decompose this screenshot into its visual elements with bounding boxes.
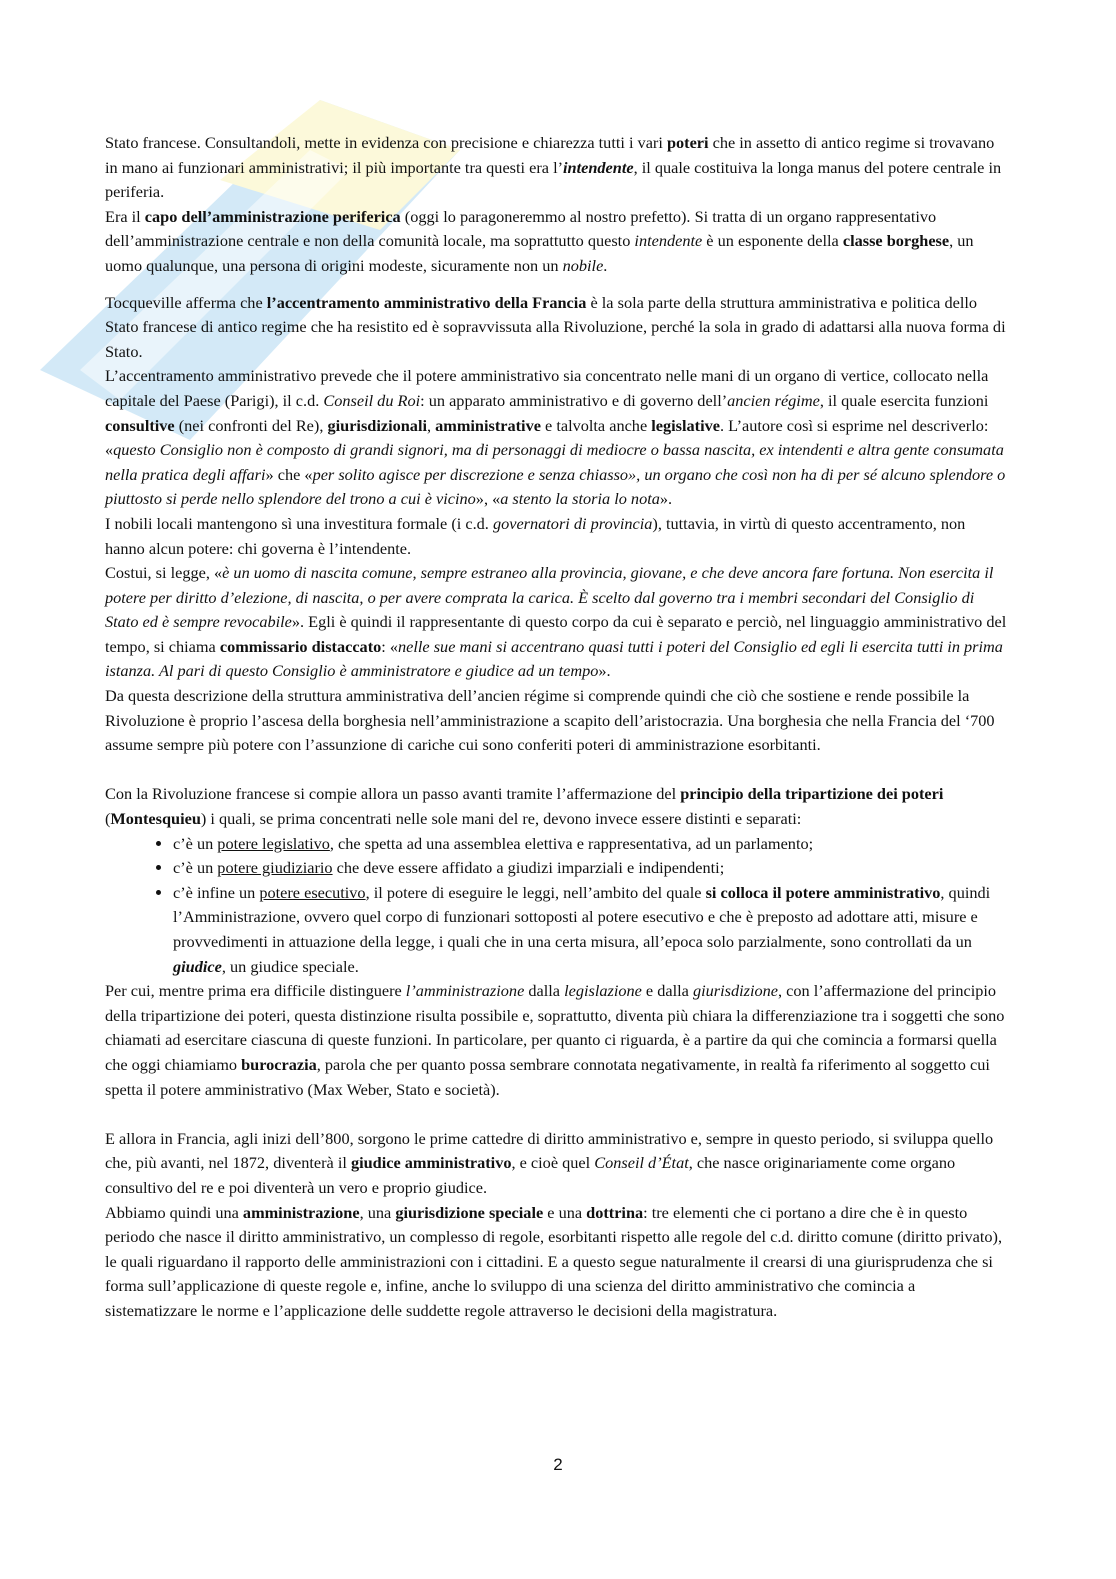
text-run: ) i quali, se prima concentrati nelle sole mani del re, devono invece essere distinti e separati: [200, 809, 802, 829]
text-run: , il quale costituiva la longa manus del potere centrale in periferia. [105, 157, 1002, 202]
bold-text: legislative [651, 415, 720, 435]
page-number: 2 [553, 1455, 563, 1474]
paragraph [105, 561, 1007, 684]
paragraph [105, 1127, 1007, 1201]
text-run: dalla [524, 981, 565, 1001]
bold-text: giurisdizionali [327, 415, 427, 435]
text-run: : « [381, 636, 399, 656]
text-run: ». [598, 661, 611, 681]
text-run: : tre elementi che ci portano a dire che è in questo periodo che nasce il diritto amministrativo, un complesso di regole, esorbitanti rispetto alle regole del c.d. diritto comune (diritto privato), le quali riguardano il rapporto delle amministrazioni con i cittadini. E a questo segue naturalmente il crearsi di una giurisprudenza che si forma sull’applicazione di queste regole e, infine, anche lo sviluppo di una scienza del diritto amministrativo che comincia a sistematizzare le norme e l’applicazione delle suddette regole attraverso le decisioni della magistratura. [105, 1202, 1003, 1320]
text-run: , [427, 415, 436, 435]
italic-text: per solito agisce per discrezione e senza chiasso», un organo che così non ha di per sé alcuno splendore o piuttosto si perde nello splendore del trono a cui è vicino [105, 464, 1006, 509]
italic-text: governatori di provincia [492, 513, 653, 533]
text-run: , quindi l’Amministrazione, ovvero quel corpo di funzionari sottoposti al potere esecutivo e che è preposto ad adottare atti, misure e provvedimenti in attuazione della legge, i quali che in una certa misura, all’epoca solo parzialmente, sono controllati da un [173, 882, 991, 951]
paragraph [105, 291, 1007, 365]
text-run: e una [543, 1202, 587, 1222]
underlined-text: potere giudiziario [217, 858, 333, 878]
text-run: , parola che per quanto possa sembrare connotata negativamente, in realtà fa riferimento al soggetto cui spetta il potere amministrativo (Max Weber, Stato e società). [105, 1054, 990, 1099]
bold-text: dottrina [586, 1202, 644, 1222]
bold-text: giurisdizione speciale [395, 1202, 544, 1222]
bold-text: consultive [105, 415, 175, 435]
text-run: Da questa descrizione della struttura amministrativa dell’ancien régime si comprende quindi che ciò che sostiene e rende possibile la Rivoluzione è proprio l’ascesa della borghesia nell’amministrazione a scapito dell’aristocrazia. Una borghesia che nella Francia del ‘700 assume sempre più potere con l’assunzione di cariche cui sono conferiti poteri di amministrazione esorbitanti. [105, 686, 995, 755]
bold-text: classe borghese [842, 231, 950, 251]
text-run: e dalla [641, 981, 693, 1001]
text-run: c’è un [173, 833, 218, 853]
text-run: , un uomo qualunque, una persona di origini modeste, sicuramente non un [105, 231, 974, 275]
text-run: è un esponente della [702, 231, 843, 251]
text-run: che deve essere affidato a giudizi imparziali e indipendenti; [332, 858, 725, 878]
text-run: Tocqueville afferma che [105, 292, 267, 312]
bold-text: amministrative [435, 415, 541, 435]
bullet-item [173, 881, 1007, 979]
bullet-item [173, 856, 1007, 881]
bold-text: intendente [563, 157, 634, 177]
underlined-text: potere esecutivo [259, 882, 366, 902]
paragraph [105, 364, 1007, 512]
text-run: Abbiamo quindi una [105, 1202, 243, 1222]
text-run: , con l’affermazione del principio della tripartizione dei poteri, questa distinzione risulta possibile e, soprattutto, diventa più chiara la differenziazione tra i soggetti che sono chiamati ad esercitare ciascuna di queste funzioni. In particolare, per quanto ci riguarda, è a partire da qui che comincia a formarsi quella che oggi chiamiamo [105, 981, 1005, 1074]
text-run: Per cui, mentre prima era difficile distinguere [105, 981, 406, 1001]
paragraph [105, 131, 1007, 205]
text-run: ), tuttavia, in virtù di questo accentramento, non hanno alcun potere: chi governa è l’intendente. [105, 513, 966, 558]
text-run: , che spetta ad una assemblea elettiva e rappresentativa, ad un parlamento; [329, 833, 814, 853]
text-run: , che nasce originariamente come organo consultivo del re e poi diventerà un vero e proprio giudice. [105, 1153, 956, 1197]
paragraph [105, 782, 1007, 831]
italic-text: l’amministrazione [405, 981, 525, 1001]
bold-text: capo dell’amministrazione periferica [144, 206, 401, 226]
bold-text: burocrazia [241, 1054, 317, 1074]
italic-text: giurisdizione [692, 981, 778, 1001]
text-run: . L’autore così si esprime nel descriverlo: « [105, 415, 989, 460]
text-run: Con la Rivoluzione francese si compie allora un passo avanti tramite l’affermazione del [105, 784, 681, 804]
bold-text: giudice amministrativo [350, 1153, 512, 1173]
paragraph [105, 979, 1007, 1102]
text-run: (oggi lo paragoneremmo al nostro prefetto). Si tratta di un organo rappresentativo dell’amministrazione centrale e non della comunità locale, ma soprattutto questo [105, 206, 937, 251]
text-run: Stato francese. Consultandoli, mette in evidenza con precisione e chiarezza tutti i vari [105, 133, 667, 152]
text-run: ». [659, 489, 673, 509]
bold-text: poteri [666, 133, 709, 152]
text-run: ( [105, 809, 111, 829]
paragraph [105, 1201, 1007, 1324]
text-run: , il quale esercita funzioni [819, 390, 989, 410]
text-run: I nobili locali mantengono sì una investitura formale (i c.d. [105, 513, 493, 533]
bold-text: commissario distaccato [219, 636, 382, 656]
bold-text: Montesquieu [110, 809, 201, 829]
text-run: Costui, si legge, « [105, 563, 223, 583]
text-run: c’è infine un [173, 882, 260, 902]
text-run: . [603, 255, 608, 275]
italic-text: ancien régime [727, 390, 820, 410]
text-run: , e cioè quel [511, 1153, 595, 1173]
bold-text: giudice [173, 956, 222, 976]
bold-text: l’accentramento amministrativo della Francia [266, 292, 587, 312]
italic-text: legislazione [564, 981, 642, 1001]
text-run: che in assetto di antico regime si trovavano in mano ai funzionari amministrativi; il più importante tra questi era l’ [105, 133, 995, 177]
text-run: L’accentramento amministrativo prevede che il potere amministrativo sia concentrato nelle mani di un organo di vertice, collocato nella capitale del Paese (Parigi), il c.d. [105, 366, 989, 410]
text-run: , una [359, 1202, 396, 1222]
text-run: c’è un [173, 858, 218, 878]
italic-text: è un uomo di nascita comune, sempre estraneo alla provincia, giovane, e che deve ancora fare fortuna. Non esercita il potere per diritto d’elezione, di nascita, o per avere comprata la carica. È scelto dal governo tra i membri secondari del Consiglio di Stato ed è sempre revocabile [105, 563, 994, 632]
italic-text: nobile [562, 255, 604, 275]
bullet-list [105, 832, 1007, 980]
italic-text: a stento la storia lo nota [500, 489, 660, 509]
text-run: E allora in Francia, agli inizi dell’800, sorgono le prime cattedre di diritto amministrativo e, sempre in questo periodo, si sviluppa quello che, più avanti, nel 1872, diventerà il [105, 1128, 994, 1173]
paragraph [105, 512, 1007, 561]
text-run: (nei confronti del Re), [174, 415, 328, 435]
document-body [105, 131, 1007, 1324]
text-run: è la sola parte della struttura amministrativa e politica dello Stato francese di antico regime che ha resistito ed è sopravvissuta alla Rivoluzione, perché la sola in grado di adattarsi alla nuova forma di Stato. [105, 292, 1006, 361]
text-run: », « [475, 489, 501, 509]
text-run: ». Egli è quindi il rappresentante di questo corpo da cui è separato e perciò, nel linguaggio amministrativo del tempo, si chiama [105, 612, 1007, 656]
text-run: : un apparato amministrativo e di governo dell’ [420, 390, 728, 410]
text-run: » che « [265, 464, 313, 484]
paragraph [105, 205, 1007, 279]
italic-text: questo Consiglio non è composto di grandi signori, ma di personaggi di mediocre o bassa nascita, ex intendenti e altra gente consumata nella pratica degli affari [105, 440, 1004, 484]
bold-text: principio della tripartizione dei poteri [680, 784, 944, 804]
paragraph [105, 684, 1007, 758]
underlined-text: potere legislativo [217, 833, 330, 853]
italic-text: nelle sue mani si accentrano quasi tutti i poteri del Consiglio ed egli li esercita tutti in prima istanza. Al pari di questo Consiglio è amministratore e giudice ad un tempo [105, 636, 1003, 681]
text-run: , il potere di eseguire le leggi, nell’ambito del quale [365, 882, 706, 902]
italic-text: intendente [634, 231, 703, 251]
bullet-item [173, 832, 1007, 857]
text-run: , un giudice speciale. [221, 956, 359, 976]
italic-text: Conseil d’État [594, 1153, 689, 1173]
italic-text: Conseil du Roi [323, 390, 421, 410]
text-run: Era il [105, 206, 145, 226]
bold-text: amministrazione [242, 1202, 360, 1222]
bold-text: si colloca il potere amministrativo [705, 882, 941, 902]
text-run: e talvolta anche [540, 415, 652, 435]
